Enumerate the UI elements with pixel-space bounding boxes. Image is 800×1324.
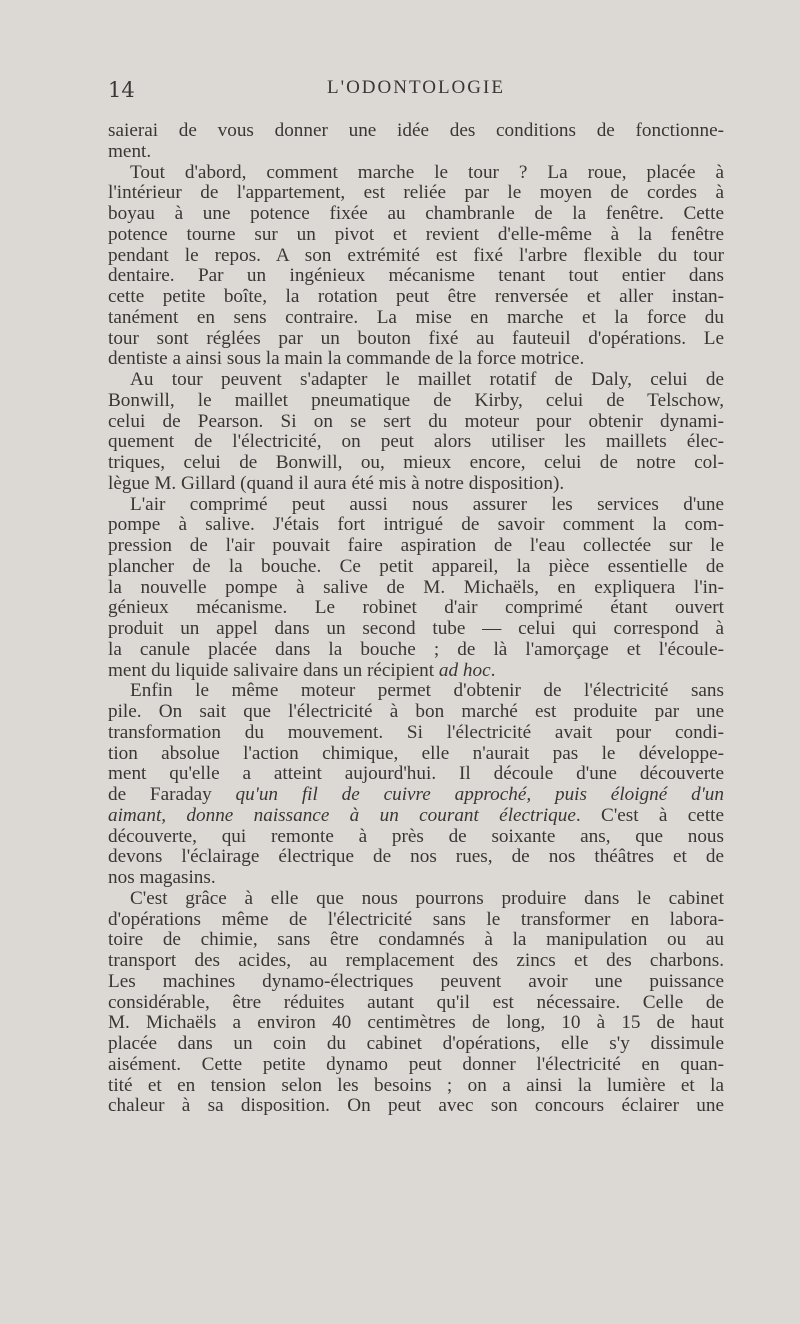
text-line: chaleur à sa disposition. On peut avec son concours éclairer une — [108, 1095, 724, 1117]
text-line: quement de l'électricité, on peut alors utiliser les maillets élec- — [108, 431, 724, 453]
paragraph — [108, 681, 724, 889]
text-line: lègue M. Gillard (quand il aura été mis à notre disposition). — [108, 472, 565, 494]
text-line: Tout d'abord, comment marche le tour ? La roue, placée à — [130, 161, 724, 183]
text-line: transport des acides, au remplacement des zincs et des charbons. — [108, 950, 724, 971]
text-line: nos magasins. — [108, 867, 216, 888]
text-line: devons l'éclairage électrique de nos rues, de nos théâtres et de — [108, 846, 724, 868]
text-line: génieux mécanisme. Le robinet d'air comprimé étant ouvert — [108, 597, 724, 619]
text-line: pendant le repos. A son extrémité est fixé l'arbre flexible du tour — [108, 244, 724, 266]
text-line: placée dans un coin du cabinet d'opérations, elle s'y dissimule — [108, 1033, 724, 1054]
text-line: ment qu'elle a atteint aujourd'hui. Il découle d'une découverte — [108, 763, 724, 785]
text-line: d'opérations même de l'électricité sans le transformer en labora- — [108, 908, 724, 930]
text-line: cette petite boîte, la rotation peut être renversée et aller instan- — [108, 286, 724, 307]
text-line: M. Michaëls a environ 40 centimètres de long, 10 à 15 de haut — [108, 1012, 724, 1034]
text-line — [108, 806, 724, 827]
text-line: découverte, qui remonte à près de soixante ans, que nous — [108, 825, 724, 847]
italic-run: aimant, donne naissance à un courant électrique — [108, 804, 576, 826]
text-line: Les machines dynamo-électriques peuvent avoir une puissance — [108, 970, 724, 992]
text-line: dentiste a ainsi sous la main la commande de la force motrice. — [108, 348, 585, 370]
text-line: pompe à salive. J'étais fort intrigué de savoir comment la com- — [108, 514, 724, 536]
paragraph — [108, 370, 724, 495]
paragraph — [108, 121, 724, 163]
running-title: L'ODONTOLOGIE — [327, 77, 505, 98]
paragraph — [108, 889, 724, 1117]
text-line — [108, 785, 724, 806]
text-run: de Faraday — [108, 784, 236, 805]
paragraph — [108, 163, 724, 371]
text-run: . — [490, 659, 496, 681]
text-line: celui de Pearson. Si on se sert du moteur pour obtenir dynami- — [108, 410, 724, 432]
text-line: Bonwill, le maillet pneumatique de Kirby, celui de Telschow, — [108, 389, 724, 411]
text-line: la canule placée dans la bouche ; de là l'amorçage et l'écoule- — [108, 638, 724, 660]
text-line: aisément. Cette petite dynamo peut donner l'électricité en quan- — [108, 1053, 724, 1075]
text-line: Enfin le même moteur permet d'obtenir de l'électricité sans — [130, 680, 724, 702]
text-line: tion absolue l'action chimique, elle n'aurait pas le développe- — [108, 742, 724, 764]
text-line: triques, celui de Bonwill, ou, mieux encore, celui de notre col- — [108, 452, 724, 473]
text-line: pression de l'air pouvait faire aspiration de l'eau collectée sur le — [108, 535, 724, 556]
body-text — [108, 121, 724, 1117]
text-run: . C'est à cette — [575, 804, 725, 826]
paragraph — [108, 495, 724, 682]
text-line: tanément en sens contraire. La mise en marche et la force du — [108, 306, 724, 328]
text-line: dentaire. Par un ingénieux mécanisme tenant tout entier dans — [108, 265, 724, 287]
italic-run: qu'un fil de cuivre approché, puis éloigné d'un — [235, 784, 724, 805]
page-number: 14 — [108, 78, 135, 102]
text-line: saierai de vous donner une idée des conditions de fonctionne- — [108, 120, 724, 141]
page-header — [108, 74, 724, 108]
text-line: considérable, être réduites autant qu'il est nécessaire. Celle de — [108, 991, 724, 1013]
text-line — [108, 661, 724, 682]
text-line: pile. On sait que l'électricité à bon marché est produite par une — [108, 701, 724, 722]
text-line: boyau à une potence fixée au chambranle de la fenêtre. Cette — [108, 203, 724, 224]
text-line: tour sont réglées par un bouton fixé au fauteuil d'opérations. Le — [108, 327, 724, 349]
text-line: C'est grâce à elle que nous pourrons produire dans le cabinet — [130, 887, 724, 909]
text-line: Au tour peuvent s'adapter le maillet rotatif de Daly, celui de — [130, 369, 724, 390]
italic-run: ad hoc — [438, 659, 491, 681]
text-line: l'intérieur de l'appartement, est reliée par le moyen de cordes à — [108, 182, 724, 204]
text-line: produit un appel dans un second tube — celui qui correspond à — [108, 618, 724, 639]
text-run: ment du liquide salivaire dans un récipient — [108, 659, 439, 681]
text-line: tité et en tension selon les besoins ; on a ainsi la lumière et la — [108, 1074, 724, 1096]
text-line: L'air comprimé peut aussi nous assurer les services d'une — [130, 493, 724, 515]
text-line: ment. — [108, 140, 152, 162]
text-line: la nouvelle pompe à salive de M. Michaëls, en expliquera l'in- — [108, 576, 724, 598]
text-line: potence tourne sur un pivot et revient d'elle-même à la fenêtre — [108, 223, 724, 245]
text-line: transformation du mouvement. Si l'électricité avait pour condi- — [108, 721, 724, 743]
text-line: plancher de la bouche. Ce petit appareil, la pièce essentielle de — [108, 555, 724, 577]
text-line: toire de chimie, sans être condamnés à la manipulation ou au — [108, 929, 724, 951]
